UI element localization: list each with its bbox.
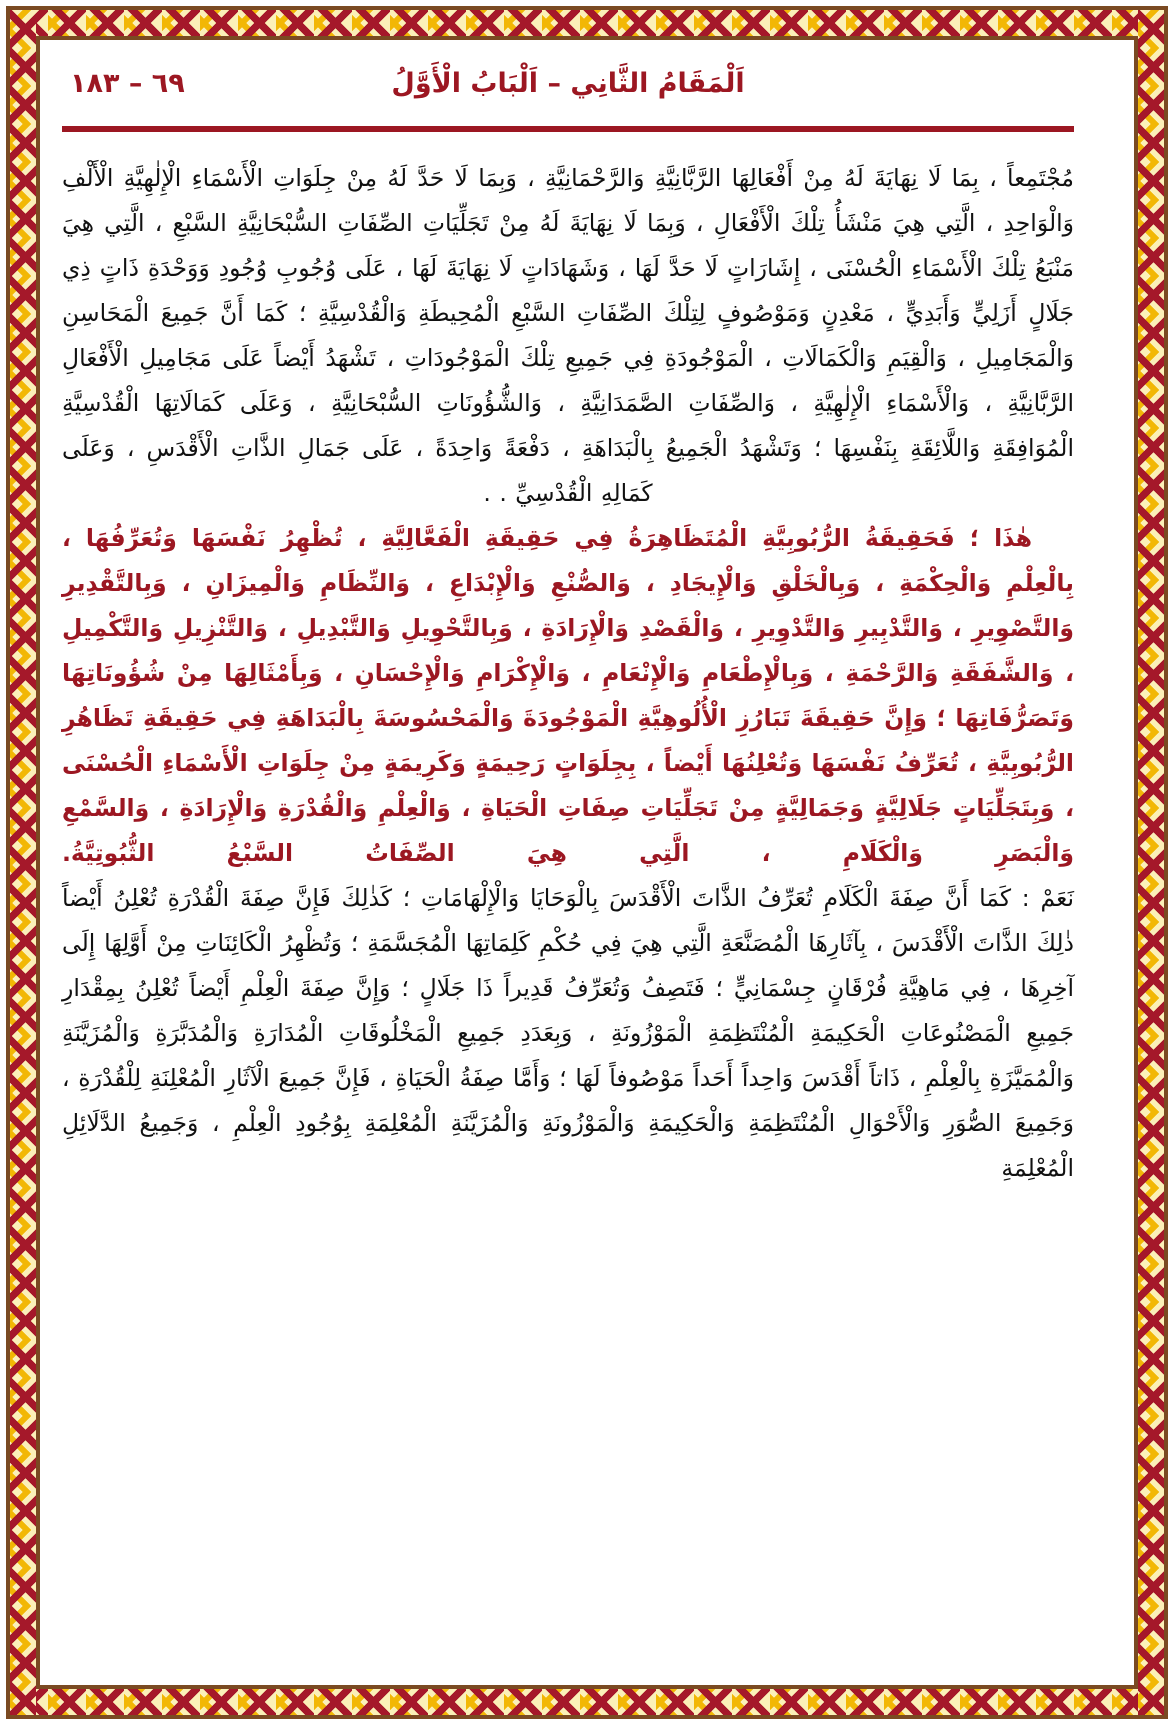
- border-ornament-bottom: [10, 1689, 1164, 1715]
- paragraph-red-1: هٰذَا ؛ فَحَقِيقَةُ الرُّبُوبِيَّةِ الْمُتَظَاهِرَةُ فِي حَقِيقَةِ الْفَعَّالِيَّةِ ، تُظْهِرُ نَفْسَهَا وَتُعَرِّفُهَا ، بِالْعِلْمِ وَالْحِكْمَةِ ، وَبِالْخَلْقِ وَالْإِيجَادِ ، وَالصُّنْعِ وَالْإِبْدَاعِ ، وَالنِّظَامِ وَالْمِيزَانِ ، وَبِالتَّقْدِيرِ وَالتَّصْوِيرِ ، وَالتَّدْبِيرِ وَالتَّدْوِيرِ ، وَالْقَصْدِ وَالْإِرَادَةِ ، وَبِالتَّحْوِيلِ وَالتَّبْدِيلِ ، وَالتَّنْزِيلِ وَالتَّكْمِيلِ ، وَالشَّفَقَةِ وَالرَّحْمَةِ ، وَبِالْإِطْعَامِ وَالْإِنْعَامِ ، وَالْإِكْرَامِ وَالْإِحْسَانِ ، وَبِأَمْثَالِهَا مِنْ شُؤُونَاتِهَا وَتَصَرُّفَاتِهَا ؛ وَإِنَّ حَقِيقَةَ تَبَارُزِ الْأُلُوهِيَّةِ الْمَوْجُودَةَ وَالْمَحْسُوسَةَ بِالْبَدَاهَةِ فِي حَقِيقَةِ تَظَاهُرِ الرُّبُوبِيَّةِ ، تُعَرِّفُ نَفْسَهَا وَتُعْلِنُهَا أَيْضاً ، بِجِلَوَاتٍ رَحِيمَةٍ وَكَرِيمَةٍ مِنْ جِلَوَاتِ الْأَسْمَاءِ الْحُسْنَى ، وَبِتَجَلِّيَاتٍ جَلَالِيَّةٍ وَجَمَالِيَّةٍ مِنْ تَجَلِّيَاتِ صِفَاتِ الْحَيَاةِ ، وَالْعِلْمِ وَالْقُدْرَةِ وَالْإِرَادَةِ ، وَالسَّمْعِ وَالْبَصَرِ وَالْكَلَامِ ، الَّتِي هِيَ الصِّفَاتُ السَّبْعُ الثُّبُوتِيَّةُ.: [62, 524, 1074, 867]
- paragraph-black-1: مُجْتَمِعاً ، بِمَا لَا نِهَايَةَ لَهُ مِنْ أَفْعَالِهَا الرَّبَّانِيَّةِ وَالرَّحْمَانِيَّةِ ، وَبِمَا لَا حَدَّ لَهُ مِنْ جِلَوَاتِ الْأَسْمَاءِ الْإِلٰهِيَّةِ الْأَلْفِ وَالْوَاحِدِ ، الَّتِي هِيَ مَنْشَأُ تِلْكَ الْأَفْعَالِ ، وَبِمَا لَا نِهَايَةَ لَهُ مِنْ تَجَلِّيَاتِ الصِّفَاتِ السُّبْحَانِيَّةِ السَّبْعِ ، الَّتِي هِيَ مَنْبَعُ تِلْكَ الْأَسْمَاءِ الْحُسْنَى ، إِشَارَاتٍ لَا حَدَّ لَهَا ، وَشَهَادَاتٍ لَا نِهَايَةَ لَهَا ، عَلَى وُجُوبِ وُجُودِ وَوَحْدَةِ ذَاتٍ ذِي جَلَالٍ أَزَلِيٍّ وَأَبَدِيٍّ ، مَعْدِنٍ وَمَوْصُوفٍ لِتِلْكَ الصِّفَاتِ السَّبْعِ الْمُحِيطَةِ وَالْقُدْسِيَّةِ ؛ كَمَا أَنَّ جَمِيعَ الْمَحَاسِنِ وَالْمَجَامِيلِ ، وَالْقِيَمِ وَالْكَمَالَاتِ ، الْمَوْجُودَةِ فِي جَمِيعِ تِلْكَ الْمَوْجُودَاتِ ، تَشْهَدُ أَيْضاً عَلَى مَجَامِيلِ الْأَفْعَالِ الرَّبَّانِيَّةِ ، وَالْأَسْمَاءِ الْإِلٰهِيَّةِ ، وَالصِّفَاتِ الصَّمَدَانِيَّةِ ، وَالشُّؤُونَاتِ السُّبْحَانِيَّةِ ، وَعَلَى كَمَالَاتِهَا الْقُدْسِيَّةِ الْمُوَافِقَةِ وَاللَّائِقَةِ بِنَفْسِهَا ؛ وَتَشْهَدُ الْجَمِيعُ بِالْبَدَاهَةِ ، دَفْعَةً وَاحِدَةً ، عَلَى جَمَالِ الذَّاتِ الْأَقْدَسِ ، وَعَلَى كَمَالِهِ الْقُدْسِيِّ . .: [62, 164, 1074, 507]
- border-ornament-top: [10, 10, 1164, 36]
- border-ornament-right: [1138, 10, 1164, 1715]
- page-number-range: ٦٩ – ١٨٣: [70, 68, 185, 99]
- header-divider-gap: [62, 132, 1074, 134]
- page-header: [62, 60, 1074, 122]
- body-text: [62, 156, 1074, 1191]
- chapter-title: اَلْمَقَامُ الثَّانِي – اَلْبَابُ الْأَوَّلُ: [391, 68, 745, 99]
- border-ornament-left: [10, 10, 36, 1715]
- paragraph-black-2: نَعَمْ : كَمَا أَنَّ صِفَةَ الْكَلَامِ تُعَرِّفُ الذَّاتَ الْأَقْدَسَ بِالْوَحَايَا وَالْإِلْهَامَاتِ ؛ كَذٰلِكَ فَإِنَّ صِفَةَ الْقُدْرَةِ تُعْلِنُ أَيْضاً ذٰلِكَ الذَّاتَ الْأَقْدَسَ ، بِآثَارِهَا الْمُصَنَّعَةِ الَّتِي هِيَ فِي حُكْمِ كَلِمَاتِهَا الْمُجَسَّمَةِ ؛ وَتُظْهِرُ الْكَائِنَاتِ مِنْ أَوَّلِهَا إِلَى آخِرِهَا ، فِي مَاهِيَّةِ فُرْقَانٍ جِسْمَانِيٍّ ؛ فَتَصِفُ وَتُعَرِّفُ قَدِيراً ذَا جَلَالٍ ؛ وَإِنَّ صِفَةَ الْعِلْمِ أَيْضاً تُعْلِنُ بِمِقْدَارِ جَمِيعِ الْمَصْنُوعَاتِ الْحَكِيمَةِ الْمُنْتَظِمَةِ الْمَوْزُونَةِ ، وَبِعَدَدِ جَمِيعِ الْمَخْلُوقَاتِ الْمُدَارَةِ وَالْمُدَبَّرَةِ وَالْمُزَيَّنَةِ وَالْمُمَيَّزَةِ بِالْعِلْمِ ، ذَاتاً أَقْدَسَ وَاحِداً أَحَداً مَوْصُوفاً لَهَا ؛ وَأَمَّا صِفَةُ الْحَيَاةِ ، فَإِنَّ جَمِيعَ الْآثَارِ الْمُعْلِنَةِ لِلْقُدْرَةِ ، وَجَمِيعَ الصُّوَرِ وَالْأَحْوَالِ الْمُنْتَظِمَةِ وَالْحَكِيمَةِ وَالْمَوْزُونَةِ وَالْمُزَيَّنَةِ الْمُعْلِمَةِ بِوُجُودِ الْعِلْمِ ، وَجَمِيعُ الدَّلَائِلِ الْمُعْلِمَةِ: [62, 884, 1074, 1182]
- page-content: [62, 60, 1074, 1660]
